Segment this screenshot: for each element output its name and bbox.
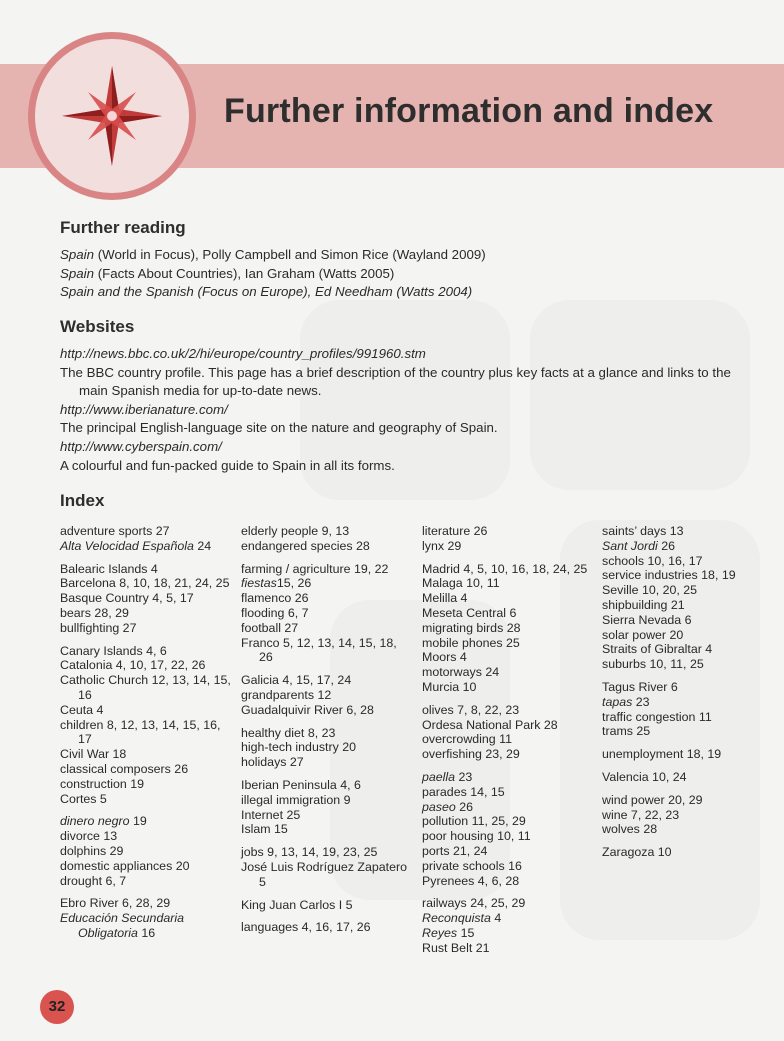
index-entry: grandparents 12: [241, 687, 332, 702]
page-title: Further information and index: [224, 92, 714, 130]
index-entry: wine 7, 22, 23: [602, 807, 680, 822]
index-entry: adventure sports 27: [60, 524, 170, 538]
index-entry: saints’ days 13: [602, 524, 684, 538]
index-entry: classical composers 26: [60, 761, 189, 776]
website-link[interactable]: http://www.iberianature.com/: [60, 401, 228, 417]
index-entry: Balearic Islands 4: [60, 561, 158, 576]
index-entry: farming / agriculture 19, 22: [241, 561, 389, 576]
index-entry: Iberian Peninsula 4, 6: [241, 777, 361, 792]
index-entry: Ebro River 6, 28, 29: [60, 896, 171, 911]
index-entry: motorways 24: [422, 665, 500, 680]
index-entry: private schools 16: [422, 858, 522, 873]
index-entry: Reconquista 4: [422, 911, 502, 926]
index-entry: solar power 20: [602, 627, 684, 642]
book-entry: Spain (Facts About Countries), Ian Graham (Watts 2005): [60, 265, 395, 281]
index-entry: elderly people 9, 13: [241, 524, 350, 538]
index-entry: Meseta Central 6: [422, 605, 517, 620]
index-entry: overcrowding 11: [422, 732, 512, 747]
index-entry: football 27: [241, 620, 299, 635]
website-description: The BBC country profile. This page has a brief description of the country plus key facts at a glance and links to the main Spanish media for up-to-date news.: [60, 364, 731, 399]
index-entry: Straits of Gibraltar 4: [602, 642, 713, 657]
index-entry: railways 24, 25, 29: [422, 896, 526, 911]
book-entry: Spain (World in Focus), Polly Campbell and Simon Rice (Wayland 2009): [60, 247, 486, 262]
index-entry: Canary Islands 4, 6: [60, 643, 167, 658]
index-entry: tapas 23: [602, 694, 650, 709]
website-description: The principal English-language site on the nature and geography of Spain.: [60, 420, 498, 436]
index-entry: service industries 18, 19: [602, 568, 736, 583]
index-entry: parades 14, 15: [422, 784, 505, 799]
index-entry: endangered species 28: [241, 538, 370, 553]
index-entry: domestic appliances 20: [60, 858, 190, 873]
index-entry: suburbs 10, 11, 25: [602, 657, 704, 672]
index-entry: Islam 15: [241, 822, 288, 837]
index-entry: Moors 4: [422, 650, 467, 665]
index-entry: Galicia 4, 15, 17, 24: [241, 673, 352, 688]
index-entry: paseo 26: [422, 799, 473, 814]
index-entry: dinero negro 19: [60, 814, 147, 829]
website-link[interactable]: http://www.cyberspain.com/: [60, 438, 222, 454]
index-entry: ports 21, 24: [422, 843, 488, 858]
index-entry: Alta Velocidad Española 24: [60, 538, 212, 553]
index-entry: bears 28, 29: [60, 605, 129, 620]
index-entry: lynx 29: [422, 538, 462, 553]
index-entry: Zaragoza 10: [602, 845, 672, 860]
index-entry: poor housing 10, 11: [422, 829, 531, 844]
index-entry: Guadalquivir River 6, 28: [241, 702, 374, 717]
index-entry: Barcelona 8, 10, 18, 21, 24, 25: [60, 576, 230, 591]
index-entry: olives 7, 8, 22, 23: [422, 702, 520, 717]
index-entry: high-tech industry 20: [241, 740, 357, 755]
index-entry: Ceuta 4: [60, 702, 104, 717]
index-entry: jobs 9, 13, 14, 19, 23, 25: [241, 845, 378, 860]
websites-list: [60, 345, 750, 475]
index-entry: overfishing 23, 29: [422, 747, 520, 762]
index-entry: paella 23: [422, 769, 473, 784]
index-entry: Internet 25: [241, 807, 301, 822]
index-entry: Educación Secundaria Obligatoria 16: [60, 911, 184, 940]
index-entry: illegal immigration 9: [241, 792, 351, 807]
index-entry: Murcia 10: [422, 679, 477, 694]
index-entry: flamenco 26: [241, 591, 309, 606]
index-entry: Civil War 18: [60, 747, 127, 762]
index-heading: Index: [60, 491, 105, 510]
further-reading-heading: Further reading: [60, 218, 186, 237]
index-entry: Reyes 15: [422, 925, 475, 940]
index-entry: trams 25: [602, 724, 651, 739]
index-entry: migrating birds 28: [422, 620, 521, 635]
book-entry: Spain and the Spanish (Focus on Europe), Ed Needham (Watts 2004): [60, 284, 473, 300]
index-entry: bullfighting 27: [60, 620, 137, 635]
index-entry: drought 6, 7: [60, 873, 127, 888]
index-entry: Seville 10, 20, 25: [602, 583, 698, 598]
index-entry: Sierra Nevada 6: [602, 612, 692, 627]
websites-heading: Websites: [60, 317, 135, 336]
index-entry: Valencia 10, 24: [602, 769, 687, 784]
index-entry: Malaga 10, 11: [422, 576, 500, 591]
index-entry: José Luis Rodríguez Zapatero 5: [241, 859, 407, 889]
index-entry: Rust Belt 21: [422, 940, 490, 955]
index-entry: flooding 6, 7: [241, 605, 309, 620]
index-entry: Ordesa National Park 28: [422, 717, 558, 732]
index-entry: traffic congestion 11: [602, 709, 712, 724]
index-entry: healthy diet 8, 23: [241, 725, 336, 740]
index-column-4: [602, 524, 774, 860]
index-column-1: [60, 524, 232, 941]
index-entry: Catholic Church 12, 13, 14, 15, 16: [60, 673, 231, 702]
index-entry: Tagus River 6: [602, 679, 678, 694]
index-entry: pollution 11, 25, 29: [422, 814, 526, 829]
index-entry: wind power 20, 29: [602, 792, 703, 807]
index-entry: wolves 28: [602, 822, 658, 837]
index-entry: King Juan Carlos I 5: [241, 897, 353, 912]
website-description: A colourful and fun-packed guide to Spain in all its forms.: [60, 457, 395, 473]
index-entry: Cortes 5: [60, 791, 107, 806]
index-entry: children 8, 12, 13, 14, 15, 16, 17: [60, 717, 221, 747]
index-column-3: [422, 524, 594, 956]
index-entry: construction 19: [60, 776, 145, 791]
index-entry: fiestas15, 26: [241, 576, 312, 591]
page-number: 32: [40, 990, 74, 1024]
index-entry: Pyrenees 4, 6, 28: [422, 873, 520, 888]
index-entry: languages 4, 16, 17, 26: [241, 920, 371, 935]
index-entry: Basque Country 4, 5, 17: [60, 591, 194, 606]
further-reading-list: [60, 246, 750, 302]
index-entry: holidays 27: [241, 755, 304, 770]
index-entry: Sant Jordi 26: [602, 538, 676, 553]
compass-rose-icon: [28, 32, 196, 200]
index-entry: shipbuilding 21: [602, 597, 685, 612]
index-entry: literature 26: [422, 524, 488, 538]
index-entry: Melilla 4: [422, 591, 468, 606]
index-entry: schools 10, 16, 17: [602, 553, 703, 568]
index-entry: mobile phones 25: [422, 635, 520, 650]
index-entry: Catalonia 4, 10, 17, 22, 26: [60, 658, 206, 673]
index-entry: divorce 13: [60, 829, 118, 844]
index-entry: Franco 5, 12, 13, 14, 15, 18, 26: [241, 635, 397, 665]
index-entry: unemployment 18, 19: [602, 747, 722, 762]
website-link[interactable]: http://news.bbc.co.uk/2/hi/europe/country_profiles/991960.stm: [60, 346, 426, 361]
index-entry: Madrid 4, 5, 10, 16, 18, 24, 25: [422, 561, 588, 576]
index-column-2: [241, 524, 413, 935]
index-entry: dolphins 29: [60, 843, 124, 858]
